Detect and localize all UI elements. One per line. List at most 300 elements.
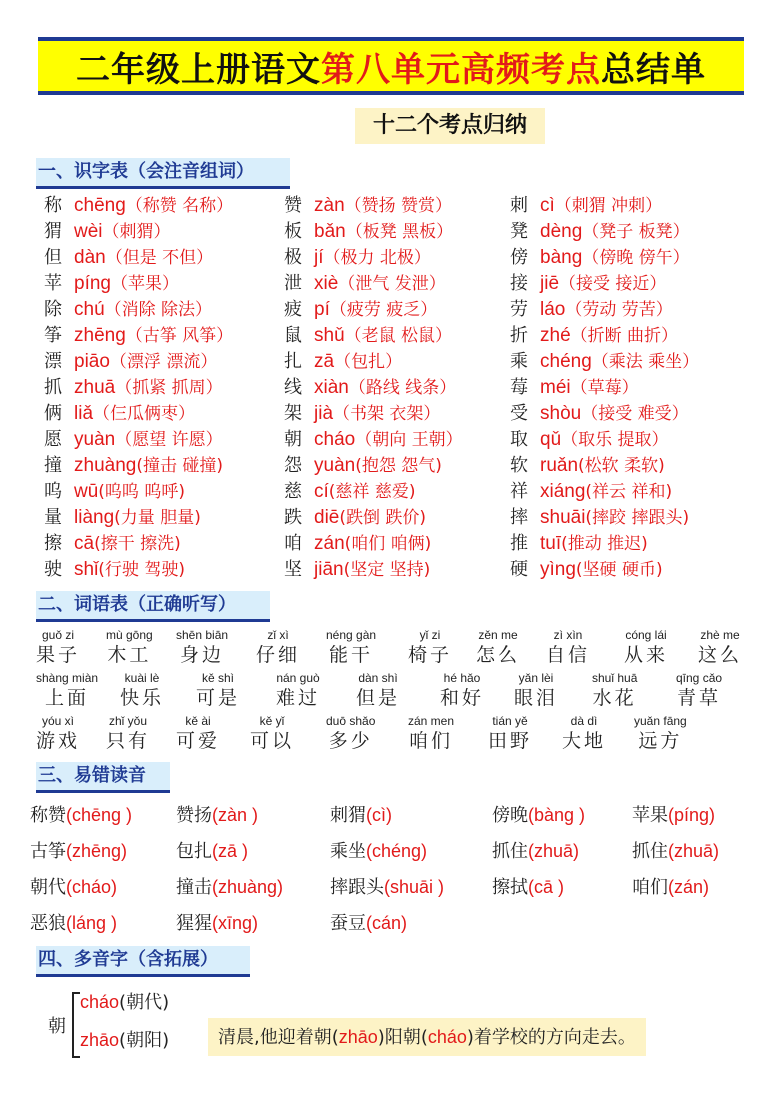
vocab-char: 跌 xyxy=(284,507,302,528)
word-pinyin: shuǐ huā xyxy=(592,671,638,685)
vocab-words: （草莓） xyxy=(570,378,639,398)
vocab-char: 疲 xyxy=(284,299,302,320)
error-row xyxy=(30,908,760,944)
word-chars: 快乐 xyxy=(120,687,165,709)
word-row xyxy=(36,671,756,714)
word-pinyin: duō shǎo xyxy=(326,714,376,728)
vocab-entry xyxy=(284,375,456,401)
vocab-char: 泄 xyxy=(284,273,302,294)
word-item xyxy=(176,628,228,667)
word-pinyin: yǐ zi xyxy=(419,628,441,642)
word-pinyin: zì xìn xyxy=(553,628,583,642)
vocab-char: 极 xyxy=(284,247,302,268)
vocab-words: （接受 接近） xyxy=(559,274,667,294)
error-pinyin: (zhuā) xyxy=(528,841,580,861)
vocab-words: （板凳 黑板） xyxy=(345,222,454,242)
error-word: 称赞 xyxy=(30,805,66,826)
vocab-entry xyxy=(44,557,185,583)
vocab-table xyxy=(44,193,764,583)
error-item xyxy=(330,800,392,831)
vocab-pinyin: zàn xyxy=(314,195,345,216)
vocab-pinyin: méi xyxy=(540,377,571,398)
vocab-entry xyxy=(44,297,212,323)
vocab-words: (力量 胆量) xyxy=(114,508,201,528)
word-chars: 大地 xyxy=(562,730,607,752)
word-item xyxy=(624,628,668,667)
vocab-char: 量 xyxy=(44,507,62,528)
word-item xyxy=(36,714,80,753)
vocab-row xyxy=(44,193,764,219)
word-item xyxy=(276,671,320,710)
error-row xyxy=(30,800,760,836)
vocab-words: （包扎） xyxy=(334,352,403,372)
sentence-pinyin: cháo xyxy=(427,1027,467,1047)
vocab-entry xyxy=(284,479,415,505)
vocab-char: 板 xyxy=(284,221,302,242)
vocab-char: 但 xyxy=(44,247,62,268)
vocab-entry xyxy=(284,323,452,349)
word-chars: 身边 xyxy=(180,644,225,666)
error-item xyxy=(492,872,564,903)
vocab-char: 软 xyxy=(510,455,528,476)
vocab-pinyin: chéng xyxy=(540,351,592,372)
vocab-pinyin: jià xyxy=(314,403,334,424)
word-chars: 青草 xyxy=(677,687,722,709)
vocab-char: 扎 xyxy=(284,351,302,372)
word-chars: 能干 xyxy=(329,644,374,666)
vocab-pinyin: cí xyxy=(314,481,329,502)
vocab-char: 推 xyxy=(510,533,528,554)
vocab-words: （疲劳 疲乏） xyxy=(329,300,438,320)
vocab-char: 苹 xyxy=(44,273,62,294)
vocab-entry xyxy=(44,323,233,349)
word-pinyin: yuǎn fāng xyxy=(634,714,687,728)
vocab-pinyin: shòu xyxy=(540,403,582,424)
error-list xyxy=(30,800,760,944)
word-item xyxy=(676,671,722,710)
vocab-words: (行驶 驾驶) xyxy=(98,560,185,580)
vocab-row xyxy=(44,323,764,349)
error-word: 苹果 xyxy=(632,805,668,826)
word-chars: 果子 xyxy=(36,644,81,666)
word-item xyxy=(120,671,164,710)
vocab-words: (慈祥 慈爱) xyxy=(328,482,416,502)
vocab-words: （老鼠 松鼠） xyxy=(344,326,453,346)
word-pinyin: zǐ xì xyxy=(267,628,289,642)
vocab-pinyin: bàng xyxy=(540,247,583,268)
error-item xyxy=(492,800,585,831)
vocab-entry xyxy=(510,349,699,375)
word-chars: 从来 xyxy=(624,644,669,666)
word-pinyin: shàng miàn xyxy=(36,671,99,685)
error-item xyxy=(330,908,407,939)
error-pinyin: (cì) xyxy=(366,805,392,825)
sentence-part: 清晨,他迎着朝( xyxy=(218,1027,339,1048)
vocab-pinyin: yuàn xyxy=(74,429,116,450)
word-pinyin: cóng lái xyxy=(625,628,667,642)
vocab-words: （古筝 风筝） xyxy=(125,326,234,346)
vocab-char: 漂 xyxy=(44,351,62,372)
word-item xyxy=(36,628,80,667)
vocab-entry xyxy=(510,245,690,271)
vocab-entry xyxy=(44,427,223,453)
vocab-words: (撞击 碰撞) xyxy=(136,456,224,476)
vocab-pinyin: liǎ xyxy=(74,403,94,424)
word-item xyxy=(698,628,742,667)
vocab-pinyin: zhuā xyxy=(74,377,116,398)
vocab-entry xyxy=(510,479,672,505)
word-item xyxy=(546,628,590,667)
vocab-words: (咱们 咱俩) xyxy=(344,534,432,554)
vocab-words: （抓紧 抓周） xyxy=(115,378,223,398)
vocab-words: （苹果） xyxy=(110,274,179,294)
word-item xyxy=(408,714,454,753)
vocab-entry xyxy=(510,557,663,583)
vocab-pinyin: zhé xyxy=(540,325,571,346)
word-pinyin: kuài lè xyxy=(124,671,160,685)
vocab-char: 呜 xyxy=(44,481,62,502)
word-pinyin: kě yǐ xyxy=(259,714,285,728)
error-word: 猩猩 xyxy=(176,913,212,934)
word-chars: 和好 xyxy=(440,687,485,709)
reading-word: (朝代) xyxy=(119,992,170,1013)
polyphone-reading-1 xyxy=(80,988,169,1014)
vocab-pinyin: dàn xyxy=(74,247,106,268)
word-pinyin: zhè me xyxy=(700,628,740,642)
vocab-row xyxy=(44,505,764,531)
vocab-words: （仨瓜俩枣） xyxy=(93,404,196,424)
word-item xyxy=(440,671,484,710)
vocab-char: 坚 xyxy=(284,559,302,580)
vocab-entry xyxy=(284,531,431,557)
vocab-char: 俩 xyxy=(44,403,62,424)
word-chars: 水花 xyxy=(592,687,637,709)
vocab-words: (呜呜 呜呼) xyxy=(98,482,185,502)
polyphone-char: 朝 xyxy=(48,1016,66,1037)
vocab-pinyin: liàng xyxy=(74,507,115,528)
word-chars: 田野 xyxy=(488,730,533,752)
word-chars: 怎么 xyxy=(476,644,521,666)
vocab-pinyin: jiān xyxy=(314,559,344,580)
vocab-entry xyxy=(44,453,223,479)
vocab-pinyin: cháo xyxy=(314,429,356,450)
vocab-words: （刺猬） xyxy=(102,222,171,242)
vocab-entry xyxy=(44,349,217,375)
vocab-char: 除 xyxy=(44,299,62,320)
vocab-entry xyxy=(284,427,463,453)
brace-icon xyxy=(72,992,80,1058)
vocab-words: （书架 衣架） xyxy=(333,404,441,424)
error-item xyxy=(632,800,715,831)
vocab-char: 怨 xyxy=(284,455,302,476)
vocab-words: （接受 难受） xyxy=(581,404,689,424)
vocab-entry xyxy=(510,297,673,323)
error-pinyin: (bàng ) xyxy=(528,805,586,825)
word-item xyxy=(562,714,606,753)
vocab-pinyin: bǎn xyxy=(314,221,346,242)
error-word: 摔跟头 xyxy=(330,877,384,898)
error-pinyin: (zā ) xyxy=(212,841,248,861)
title-part3: 总结单 xyxy=(601,49,706,90)
word-chars: 远方 xyxy=(638,730,683,752)
word-pinyin: qīng cǎo xyxy=(676,671,723,685)
word-chars: 仔细 xyxy=(256,644,301,666)
title-part1: 二年级上册语文 xyxy=(76,49,321,90)
error-word: 抓住 xyxy=(632,841,668,862)
vocab-char: 擦 xyxy=(44,533,62,554)
word-item xyxy=(326,714,375,753)
word-row xyxy=(36,714,756,757)
vocab-row xyxy=(44,557,764,583)
word-chars: 眼泪 xyxy=(514,687,559,709)
vocab-char: 傍 xyxy=(510,247,528,268)
vocab-char: 架 xyxy=(284,403,302,424)
word-chars: 游戏 xyxy=(36,730,81,752)
sentence-part: )着学校的方向走去。 xyxy=(466,1027,636,1048)
vocab-words: （赞扬 赞赏） xyxy=(344,196,453,216)
word-chars: 自信 xyxy=(546,644,591,666)
vocab-char: 抓 xyxy=(44,377,62,398)
vocab-char: 折 xyxy=(510,325,528,346)
vocab-words: (擦干 擦洗) xyxy=(94,534,181,554)
section-header-vocab: 一、识字表（会注音组词） xyxy=(36,158,290,189)
word-item xyxy=(592,671,637,710)
vocab-entry xyxy=(284,401,440,427)
example-sentence xyxy=(208,1018,646,1056)
word-list xyxy=(36,628,756,757)
vocab-pinyin: diē xyxy=(314,507,340,528)
vocab-char: 受 xyxy=(510,403,528,424)
word-pinyin: tián yě xyxy=(492,714,528,728)
vocab-pinyin: yìng xyxy=(540,559,576,580)
vocab-entry xyxy=(510,453,665,479)
word-pinyin: dàn shì xyxy=(358,671,398,685)
word-pinyin: dà dì xyxy=(570,714,598,728)
word-item xyxy=(196,671,240,710)
error-pinyin: (zàn ) xyxy=(212,805,259,825)
error-word: 赞扬 xyxy=(176,805,212,826)
vocab-words: （折断 曲折） xyxy=(570,326,679,346)
vocab-pinyin: shuāi xyxy=(540,507,586,528)
error-pinyin: (chéng) xyxy=(366,841,428,861)
section-header-words: 二、词语表（正确听写） xyxy=(36,591,270,622)
word-chars: 上面 xyxy=(45,687,90,709)
vocab-char: 鼠 xyxy=(284,325,302,346)
vocab-words: (坚硬 硬币) xyxy=(575,560,663,580)
vocab-words: （劳动 劳苦） xyxy=(565,300,673,320)
vocab-pinyin: zhuàng xyxy=(74,455,137,476)
word-item xyxy=(176,714,220,753)
word-item xyxy=(250,714,294,753)
vocab-row xyxy=(44,427,764,453)
vocab-entry xyxy=(510,401,689,427)
vocab-pinyin: chēng xyxy=(74,195,126,216)
vocab-entry xyxy=(510,193,662,219)
vocab-words: （漂浮 漂流） xyxy=(109,352,218,372)
vocab-entry xyxy=(44,505,201,531)
error-item xyxy=(30,800,132,831)
vocab-pinyin: láo xyxy=(540,299,566,320)
vocab-char: 乘 xyxy=(510,351,528,372)
vocab-row xyxy=(44,297,764,323)
vocab-words: （傍晚 傍午） xyxy=(582,248,690,268)
vocab-char: 驶 xyxy=(44,559,62,580)
vocab-char: 线 xyxy=(284,377,302,398)
vocab-entry xyxy=(44,271,179,297)
vocab-pinyin: píng xyxy=(74,273,111,294)
error-word: 古筝 xyxy=(30,841,66,862)
error-word: 蚕豆 xyxy=(330,913,366,934)
word-pinyin: zán men xyxy=(408,714,455,728)
word-pinyin: zhǐ yǒu xyxy=(108,714,148,728)
vocab-char: 硬 xyxy=(510,559,528,580)
error-pinyin: (zhuā) xyxy=(668,841,720,861)
vocab-char: 赞 xyxy=(284,195,302,216)
vocab-char: 慈 xyxy=(284,481,302,502)
word-chars: 木工 xyxy=(107,644,152,666)
polyphone-reading-2 xyxy=(80,1026,169,1052)
error-row xyxy=(30,872,760,908)
section-header-errors: 三、易错读音 xyxy=(36,762,170,793)
word-pinyin: zěn me xyxy=(478,628,518,642)
vocab-words: （路线 线条） xyxy=(348,378,457,398)
vocab-row xyxy=(44,349,764,375)
error-item xyxy=(330,872,444,903)
word-pinyin: yóu xì xyxy=(42,714,75,728)
vocab-char: 朝 xyxy=(284,429,302,450)
error-word: 恶狼 xyxy=(30,913,66,934)
vocab-entry xyxy=(284,271,446,297)
vocab-pinyin: ruǎn xyxy=(540,455,579,476)
word-item xyxy=(488,714,532,753)
word-pinyin: guǒ zi xyxy=(41,628,75,642)
vocab-char: 称 xyxy=(44,195,62,216)
vocab-char: 凳 xyxy=(510,221,528,242)
word-pinyin: mù gōng xyxy=(106,628,153,642)
vocab-entry xyxy=(44,219,171,245)
error-word: 刺猬 xyxy=(330,805,366,826)
word-chars: 咱们 xyxy=(409,730,454,752)
error-pinyin: (cán) xyxy=(366,913,408,933)
vocab-words: (抱怨 怨气) xyxy=(355,456,442,476)
error-word: 朝代 xyxy=(30,877,66,898)
word-row xyxy=(36,628,756,671)
word-chars: 可是 xyxy=(196,687,241,709)
error-pinyin: (zhēng) xyxy=(66,841,128,861)
vocab-entry xyxy=(284,297,437,323)
vocab-row xyxy=(44,479,764,505)
vocab-words: （消除 除法） xyxy=(104,300,213,320)
vocab-row xyxy=(44,219,764,245)
error-item xyxy=(632,836,719,867)
word-chars: 只有 xyxy=(106,730,151,752)
vocab-char: 劳 xyxy=(510,299,528,320)
vocab-words: (推动 推迟) xyxy=(561,534,648,554)
vocab-words: （朝向 王朝） xyxy=(355,430,463,450)
vocab-pinyin: cì xyxy=(540,195,555,216)
vocab-words: （极力 北极） xyxy=(323,248,431,268)
sentence-part: )阳朝( xyxy=(377,1027,428,1048)
vocab-char: 取 xyxy=(510,429,528,450)
word-pinyin: hé hǎo xyxy=(443,671,481,685)
vocab-char: 接 xyxy=(510,273,528,294)
word-item xyxy=(634,714,687,753)
vocab-entry xyxy=(44,531,181,557)
vocab-pinyin: wèi xyxy=(74,221,103,242)
vocab-char: 撞 xyxy=(44,455,62,476)
vocab-words: （泄气 发泄） xyxy=(338,274,446,294)
reading-pinyin: cháo xyxy=(80,992,120,1012)
page-title xyxy=(38,37,744,95)
vocab-entry xyxy=(284,453,442,479)
word-item xyxy=(106,714,150,753)
vocab-char: 猬 xyxy=(44,221,62,242)
vocab-pinyin: piāo xyxy=(74,351,110,372)
vocab-char: 莓 xyxy=(510,377,528,398)
vocab-char: 刺 xyxy=(510,195,528,216)
title-part2: 第八单元高频考点 xyxy=(321,49,601,90)
word-item xyxy=(514,671,558,710)
error-item xyxy=(632,872,709,903)
vocab-words: (松软 柔软) xyxy=(578,456,665,476)
word-chars: 椅子 xyxy=(408,644,453,666)
vocab-char: 摔 xyxy=(510,507,528,528)
word-chars: 可以 xyxy=(250,730,295,752)
error-word: 包扎 xyxy=(176,841,212,862)
vocab-words: （取乐 提取） xyxy=(561,430,669,450)
reading-word: (朝阳) xyxy=(119,1030,170,1051)
word-chars: 难过 xyxy=(276,687,321,709)
error-word: 乘坐 xyxy=(330,841,366,862)
vocab-words: (祥云 祥和) xyxy=(585,482,673,502)
vocab-entry xyxy=(510,427,669,453)
error-word: 咱们 xyxy=(632,877,668,898)
word-pinyin: shēn biān xyxy=(176,628,229,642)
vocab-pinyin: zán xyxy=(314,533,345,554)
error-item xyxy=(176,908,258,939)
vocab-entry xyxy=(284,193,452,219)
vocab-pinyin: tuī xyxy=(540,533,562,554)
vocab-row xyxy=(44,531,764,557)
reading-pinyin: zhāo xyxy=(80,1030,120,1050)
vocab-pinyin: yuàn xyxy=(314,455,356,476)
vocab-entry xyxy=(44,193,233,219)
word-chars: 可爱 xyxy=(176,730,221,752)
word-chars: 这么 xyxy=(698,644,743,666)
vocab-entry xyxy=(44,375,223,401)
error-pinyin: (cā ) xyxy=(528,877,564,897)
vocab-entry xyxy=(510,531,648,557)
vocab-entry xyxy=(284,505,426,531)
vocab-words: （乘法 乘坐） xyxy=(591,352,700,372)
vocab-row xyxy=(44,245,764,271)
vocab-words: （称赞 名称） xyxy=(125,196,234,216)
word-item xyxy=(256,628,300,667)
vocab-row xyxy=(44,453,764,479)
vocab-words: （愿望 许愿） xyxy=(115,430,223,450)
word-item xyxy=(476,628,520,667)
vocab-pinyin: jí xyxy=(314,247,324,268)
error-word: 抓住 xyxy=(492,841,528,862)
vocab-entry xyxy=(284,349,402,375)
vocab-entry xyxy=(510,375,639,401)
vocab-entry xyxy=(44,479,185,505)
vocab-entry xyxy=(510,505,689,531)
vocab-pinyin: xiè xyxy=(314,273,339,294)
error-item xyxy=(492,836,579,867)
error-pinyin: (píng) xyxy=(668,805,716,825)
vocab-pinyin: chú xyxy=(74,299,105,320)
